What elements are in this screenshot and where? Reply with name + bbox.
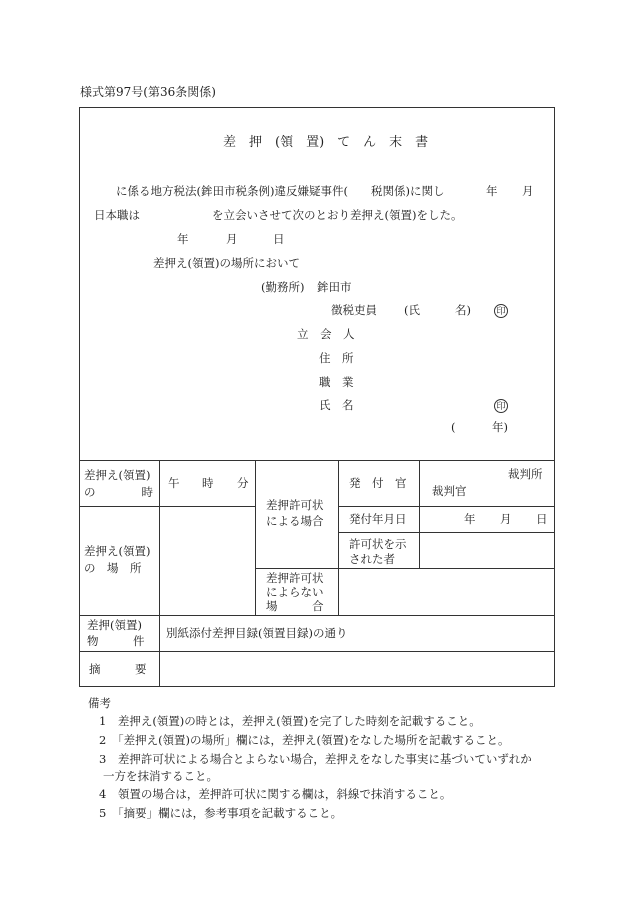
item-label: 差押(領置) [87, 618, 142, 632]
summary-label: 摘 要 [89, 662, 147, 676]
date-day: 日 [273, 232, 285, 246]
address-label: 住 所 [319, 351, 354, 365]
warrant-no-label: によらない [266, 585, 324, 599]
case-text-3: 日本職は [94, 208, 140, 222]
note-item: 5 「摘要」欄には，参考事項を記載すること。 [99, 806, 343, 820]
item-value: 別紙添付差押目録(領置目録)の通り [166, 626, 348, 640]
table-line [338, 506, 555, 507]
shown-label: 許可状を示 [349, 537, 407, 551]
age-open: ( [451, 420, 456, 434]
note-item: 2 「差押え(領置)の場所」欄には，差押え(領置)をなした場所を記載すること。 [99, 733, 510, 747]
notes-heading: 備考 [88, 696, 111, 710]
table-line [338, 532, 555, 533]
officer-name-close: 名) [455, 303, 471, 317]
witness-label: 立 会 人 [297, 327, 355, 341]
table-line [255, 568, 555, 569]
table-line [159, 460, 160, 687]
table-top-line [79, 460, 555, 461]
item-label: 物 件 [87, 634, 145, 648]
seal-icon: 印 [494, 399, 508, 413]
court-label: 裁判所 [508, 467, 543, 481]
note-item: 4 領置の場合は，差押許可状に関する欄は，斜線で抹消すること。 [99, 787, 452, 801]
table-line [338, 460, 339, 615]
warrant-no-label: 場 合 [266, 599, 324, 613]
officer-name-open: (氏 [404, 303, 420, 317]
place-label: の 場 所 [84, 561, 142, 575]
issuer-label: 発 付 官 [349, 476, 407, 490]
note-item: 一方を抹消すること。 [103, 769, 218, 783]
seal-icon: 印 [494, 304, 508, 318]
time-value: 午 [168, 476, 180, 490]
occupation-label: 職 業 [319, 375, 354, 389]
case-text-1: に係る地方税法(鉾田市税条例)違反嫌疑事件( [116, 184, 348, 198]
date-month: 月 [226, 232, 238, 246]
issue-month: 月 [500, 512, 512, 526]
warrant-yes-label: による場合 [266, 514, 324, 528]
warrant-yes-label: 差押許可状 [266, 498, 324, 512]
office-value: 鉾田市 [317, 280, 352, 294]
shown-label: された者 [349, 552, 395, 566]
office-label: (勤務所) [261, 280, 305, 294]
age-close: 年) [492, 420, 508, 434]
table-line [419, 460, 420, 568]
time-label: 差押え(領置) [84, 468, 151, 482]
document-title: 差 押 (領 置) て ん 末 書 [223, 135, 429, 150]
case-month: 月 [522, 184, 534, 198]
officer-label: 徴税吏員 [331, 303, 377, 317]
case-year: 年 [486, 184, 498, 198]
table-line [79, 506, 255, 507]
time-label: の 時 [84, 485, 153, 499]
case-text-2: 税関係)に関し [371, 184, 445, 198]
table-line [79, 615, 555, 616]
judge-label: 裁判官 [432, 484, 467, 498]
note-item: 3 差押許可状による場合とよらない場合，差押えをなした事実に基づいていずれか [99, 752, 532, 766]
table-line [255, 460, 256, 615]
issue-date-label: 発付年月日 [349, 512, 407, 526]
note-item: 1 差押え(領置)の時とは，差押え(領置)を完了した時刻を記載すること。 [99, 714, 481, 728]
issue-year: 年 [464, 512, 476, 526]
place-line: 差押え(領置)の場所において [153, 256, 300, 270]
form-number: 様式第97号(第36条関係) [80, 85, 216, 99]
time-value: 分 [237, 476, 249, 490]
warrant-no-label: 差押許可状 [266, 571, 324, 585]
case-text-4: を立会いさせて次のとおり差押え(領置)をした。 [212, 208, 463, 222]
name-label: 氏 名 [319, 398, 354, 412]
place-label: 差押え(領置) [84, 544, 151, 558]
time-value: 時 [202, 476, 214, 490]
date-year: 年 [177, 232, 189, 246]
table-line [79, 651, 555, 652]
issue-day: 日 [536, 512, 548, 526]
